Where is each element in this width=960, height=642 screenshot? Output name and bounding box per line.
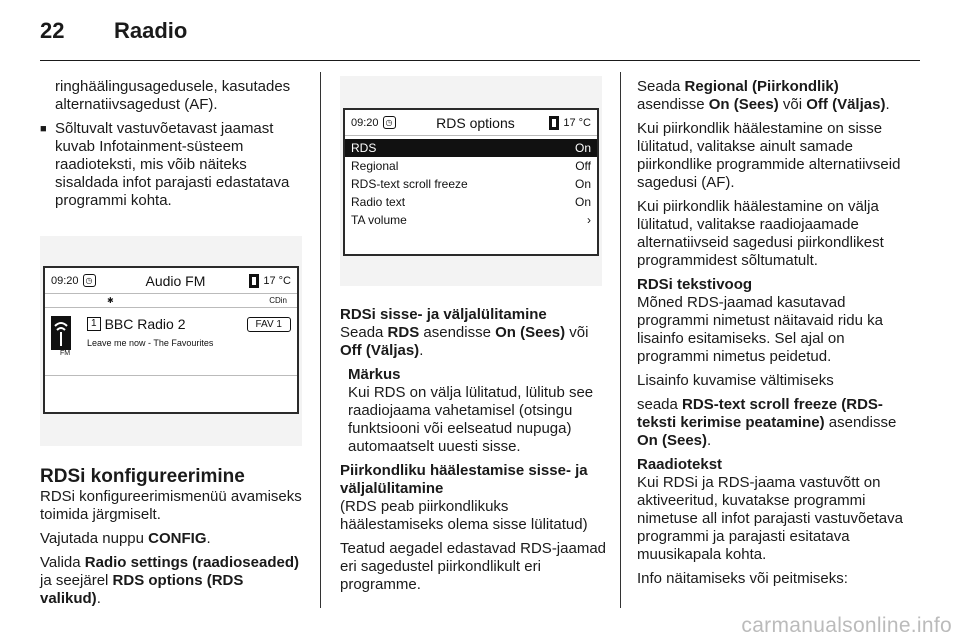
rds-menu-item-scroll-freeze[interactable]: RDS-text scroll freeze On: [351, 177, 591, 191]
fav-button[interactable]: FAV 1: [247, 317, 292, 332]
antenna-block: [51, 316, 79, 357]
column-2: [340, 306, 606, 600]
rds-toggle-heading: RDSi sisse- ja väljalülitamine: [340, 306, 547, 323]
audio-info-row: [45, 294, 297, 308]
text-flow-setting: seada RDS-text scroll freeze (RDS-teksti kerimise peatamine) asendisse On (Sees).: [637, 396, 897, 449]
temperature: 17 °C: [563, 116, 591, 129]
audio-title: Audio FM: [145, 272, 206, 289]
regional-on-text: Kui piirkondlik häälestamine on sisse lülitatud, valitakse ainult samade piirkondlike programmide alternatiivseid sagedusi (AF).: [637, 120, 901, 191]
text-flow-text: Mõned RDS-jaamad kasutavad programmi nimetust näitavaid ridu ka lisainfo esitamiseks. Sel ajal on programmi nimetus peidetud.: [637, 294, 883, 365]
rds-toggle-text: Seada RDS asendisse On (Sees) või Off (Väljas).: [340, 324, 589, 359]
column-1-lower: [40, 466, 308, 614]
page-number: 22: [40, 18, 65, 43]
watermark-brand: carmanualsonline.info: [741, 614, 952, 637]
column-1: [40, 78, 308, 216]
preset-number: 1: [87, 317, 101, 331]
regional-condition: (RDS peab piirkondlikuks häälestamiseks olema sisse lülitatud): [340, 498, 588, 533]
rds-menu-item-regional[interactable]: Regional Off: [351, 159, 591, 173]
section-title: RDSi konfigureerimine: [40, 466, 245, 487]
regional-heading: Piirkondliku häälestamise sisse- ja väljalülitamine: [340, 462, 588, 497]
clock-icon: ◷: [383, 116, 396, 129]
source-label: CDin: [269, 296, 287, 305]
continued-text: ringhäälingusagedusele, kasutades alternatiivsagedust (AF).: [55, 78, 291, 113]
rds-menu-item-ta-volume[interactable]: TA volume ›: [351, 213, 591, 227]
regional-text: Teatud aegadel edastavad RDS-jaamad eri sagedustel piirkondlikult eri programme.: [340, 540, 607, 593]
column-divider-2: [620, 72, 621, 608]
text-flow-heading: RDSi tekstivoog: [637, 276, 753, 293]
bluetooth-icon: ✱: [107, 296, 114, 305]
radio-text-heading: Raadiotekst: [637, 456, 723, 473]
header-rule: [40, 60, 920, 61]
clock-time: 09:20: [51, 274, 79, 287]
rds-menu-item-rds[interactable]: RDS On: [345, 139, 597, 157]
config-button-name: CONFIG: [148, 530, 207, 547]
rds-screen: [343, 108, 599, 256]
station-name: BBC Radio 2: [104, 316, 186, 332]
column-divider-1: [320, 72, 321, 608]
radio-text-text: Kui RDSi ja RDS-jaama vastuvõtt on aktiveeritud, kuvatakse programmi nimetuse all infot parajasti vastuvõetava programmi ja parajasti esitatava muusikapala kohta.: [637, 474, 903, 563]
temperature: 17 °C: [263, 274, 291, 287]
text-flow-avoid: Lisainfo kuvamise vältimiseks: [637, 372, 834, 389]
clock-icon: ◷: [83, 274, 96, 287]
page-header: [40, 18, 187, 44]
regional-off-text: Kui piirkondlik häälestamine on välja lülitatud, valitakse raadiojaamade alternatiivseid sagedusi piirkondlikest programmidest sõltumatult.: [637, 198, 884, 269]
chapter-title: Raadio: [114, 18, 188, 43]
config-intro: RDSi konfigureerimismenüü avamiseks toimida järgmiselt.: [40, 488, 302, 523]
audio-screen: [43, 266, 299, 414]
radio-text-toggle: Info näitamiseks või peitmiseks:: [637, 570, 848, 587]
bullet-paragraph: ■ Sõltuvalt vastuvõetavast jaamast kuvab Infotainment-süsteem raadioteksti, mis võib näiteks sisaldada infot parajasti edastatava programmi kohta.: [40, 120, 308, 210]
audio-screen-figure: [40, 236, 302, 446]
antenna-icon: [51, 316, 71, 350]
audio-status-bar: [45, 268, 297, 294]
rds-menu: [345, 136, 597, 229]
chevron-right-icon: ›: [587, 213, 591, 227]
thermometer-icon: [549, 116, 559, 130]
note-text: Kui RDS on välja lülitatud, lülitub see raadiojaama vahetamisel (otsingu funktsiooni või eelseatud nupuga) automaatselt uuesti sisse.: [348, 384, 594, 455]
config-step-1: Vajutada nuppu CONFIG.: [40, 530, 211, 547]
station-info: [87, 316, 291, 348]
band-label: FM: [59, 350, 71, 357]
thermometer-icon: [249, 274, 259, 288]
rds-menu-item-radio-text[interactable]: Radio text On: [351, 195, 591, 209]
note-box: [340, 366, 606, 456]
song-info: Leave me now - The Favourites: [87, 338, 214, 348]
rds-screen-figure: [340, 76, 602, 286]
column-3: [637, 78, 905, 594]
station-area: [45, 308, 297, 376]
rds-status-bar: [345, 110, 597, 136]
config-step-2: Valida Radio settings (raadioseaded) ja seejärel RDS options (RDS valikud).: [40, 554, 299, 607]
rds-title: RDS options: [436, 114, 515, 131]
clock-time: 09:20: [351, 116, 379, 129]
regional-setting: Seada Regional (Piirkondlik) asendisse On (Sees) või Off (Väljas).: [637, 78, 890, 113]
note-title: Märkus: [348, 366, 401, 383]
